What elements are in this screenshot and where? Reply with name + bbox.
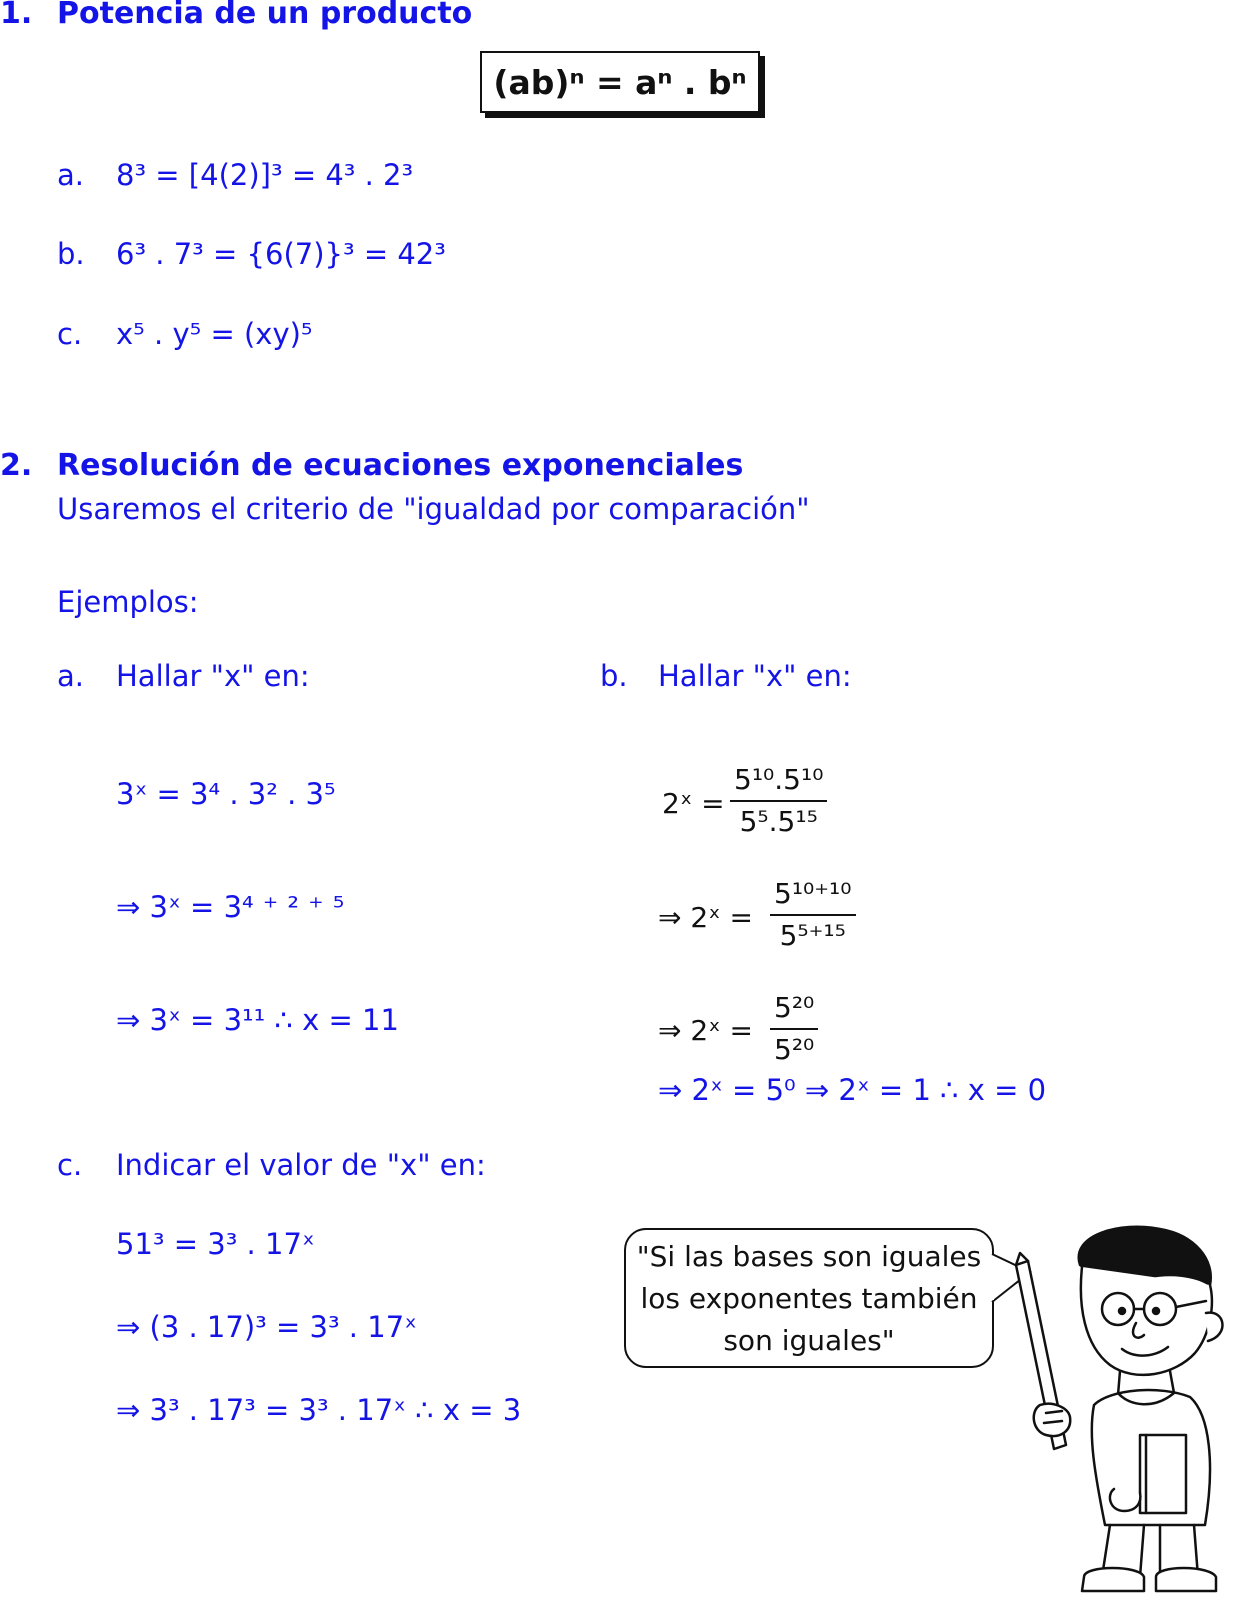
item-a-label: a.: [57, 158, 84, 192]
example-b-prompt: Hallar "x" en:: [658, 659, 852, 693]
example-c-step-1: 51³ = 3³ . 17ˣ: [116, 1227, 315, 1261]
example-b-step-3-lhs: ⇒ 2ˣ =: [658, 1014, 753, 1047]
speech-line-2: los exponentes también: [640, 1282, 978, 1315]
example-b-step-3-fraction: [770, 988, 818, 1070]
example-a-step-1: 3ˣ = 3⁴ . 3² . 3⁵: [116, 777, 336, 811]
example-b-label: b.: [600, 659, 628, 693]
item-c-label: c.: [57, 317, 83, 351]
item-b-expression: 6³ . 7³ = {6(7)}³ = 42³: [116, 237, 446, 271]
example-c-step-3: ⇒ 3³ . 17³ = 3³ . 17ˣ ∴ x = 3: [116, 1393, 522, 1427]
speech-bubble: [624, 1228, 994, 1368]
item-c-expression: x⁵ . y⁵ = (xy)⁵: [116, 317, 313, 351]
fraction-denominator: 5⁵.5¹⁵: [739, 805, 818, 838]
section2-number: 2.: [0, 448, 33, 483]
example-b-step-2-lhs: ⇒ 2ˣ =: [658, 901, 753, 934]
example-c-prompt: Indicar el valor de "x" en:: [116, 1148, 486, 1182]
fraction-numerator: 5¹⁰⁺¹⁰: [774, 877, 852, 910]
item-b-label: b.: [57, 237, 85, 271]
example-a-step-3: ⇒ 3ˣ = 3¹¹ ∴ x = 11: [116, 1003, 399, 1037]
speech-line-3: son iguales": [723, 1324, 895, 1357]
examples-label: Ejemplos:: [57, 585, 199, 619]
fraction-denominator: 5⁵⁺¹⁵: [779, 919, 846, 952]
example-c-label: c.: [57, 1148, 83, 1182]
section1-title: Potencia de un producto: [57, 0, 473, 31]
example-b-step-1-fraction: [730, 760, 827, 842]
section2-subtitle: Usaremos el criterio de "igualdad por comparación": [57, 492, 810, 526]
example-a-prompt: Hallar "x" en:: [116, 659, 310, 693]
example-b-final: ⇒ 2ˣ = 5⁰ ⇒ 2ˣ = 1 ∴ x = 0: [658, 1073, 1047, 1107]
fraction-numerator: 5¹⁰.5¹⁰: [734, 763, 824, 796]
example-c-step-2: ⇒ (3 . 17)³ = 3³ . 17ˣ: [116, 1310, 418, 1344]
product-power-formula: (ab)ⁿ = aⁿ . bⁿ: [480, 51, 760, 113]
section2-title: Resolución de ecuaciones exponenciales: [57, 448, 744, 483]
fraction-numerator: 5²⁰: [774, 991, 815, 1024]
section1-number: 1.: [0, 0, 33, 31]
item-a-expression: 8³ = [4(2)]³ = 4³ . 2³: [116, 158, 414, 192]
example-a-step-2: ⇒ 3ˣ = 3⁴ ⁺ ² ⁺ ⁵: [116, 890, 345, 924]
speech-line-1: "Si las bases son iguales: [636, 1240, 982, 1273]
example-b-step-2-fraction: [770, 874, 856, 956]
example-b-step-1-lhs: 2ˣ =: [662, 787, 725, 820]
cartoon-student-illustration: [1010, 1225, 1236, 1600]
example-a-label: a.: [57, 659, 84, 693]
fraction-denominator: 5²⁰: [774, 1033, 815, 1066]
